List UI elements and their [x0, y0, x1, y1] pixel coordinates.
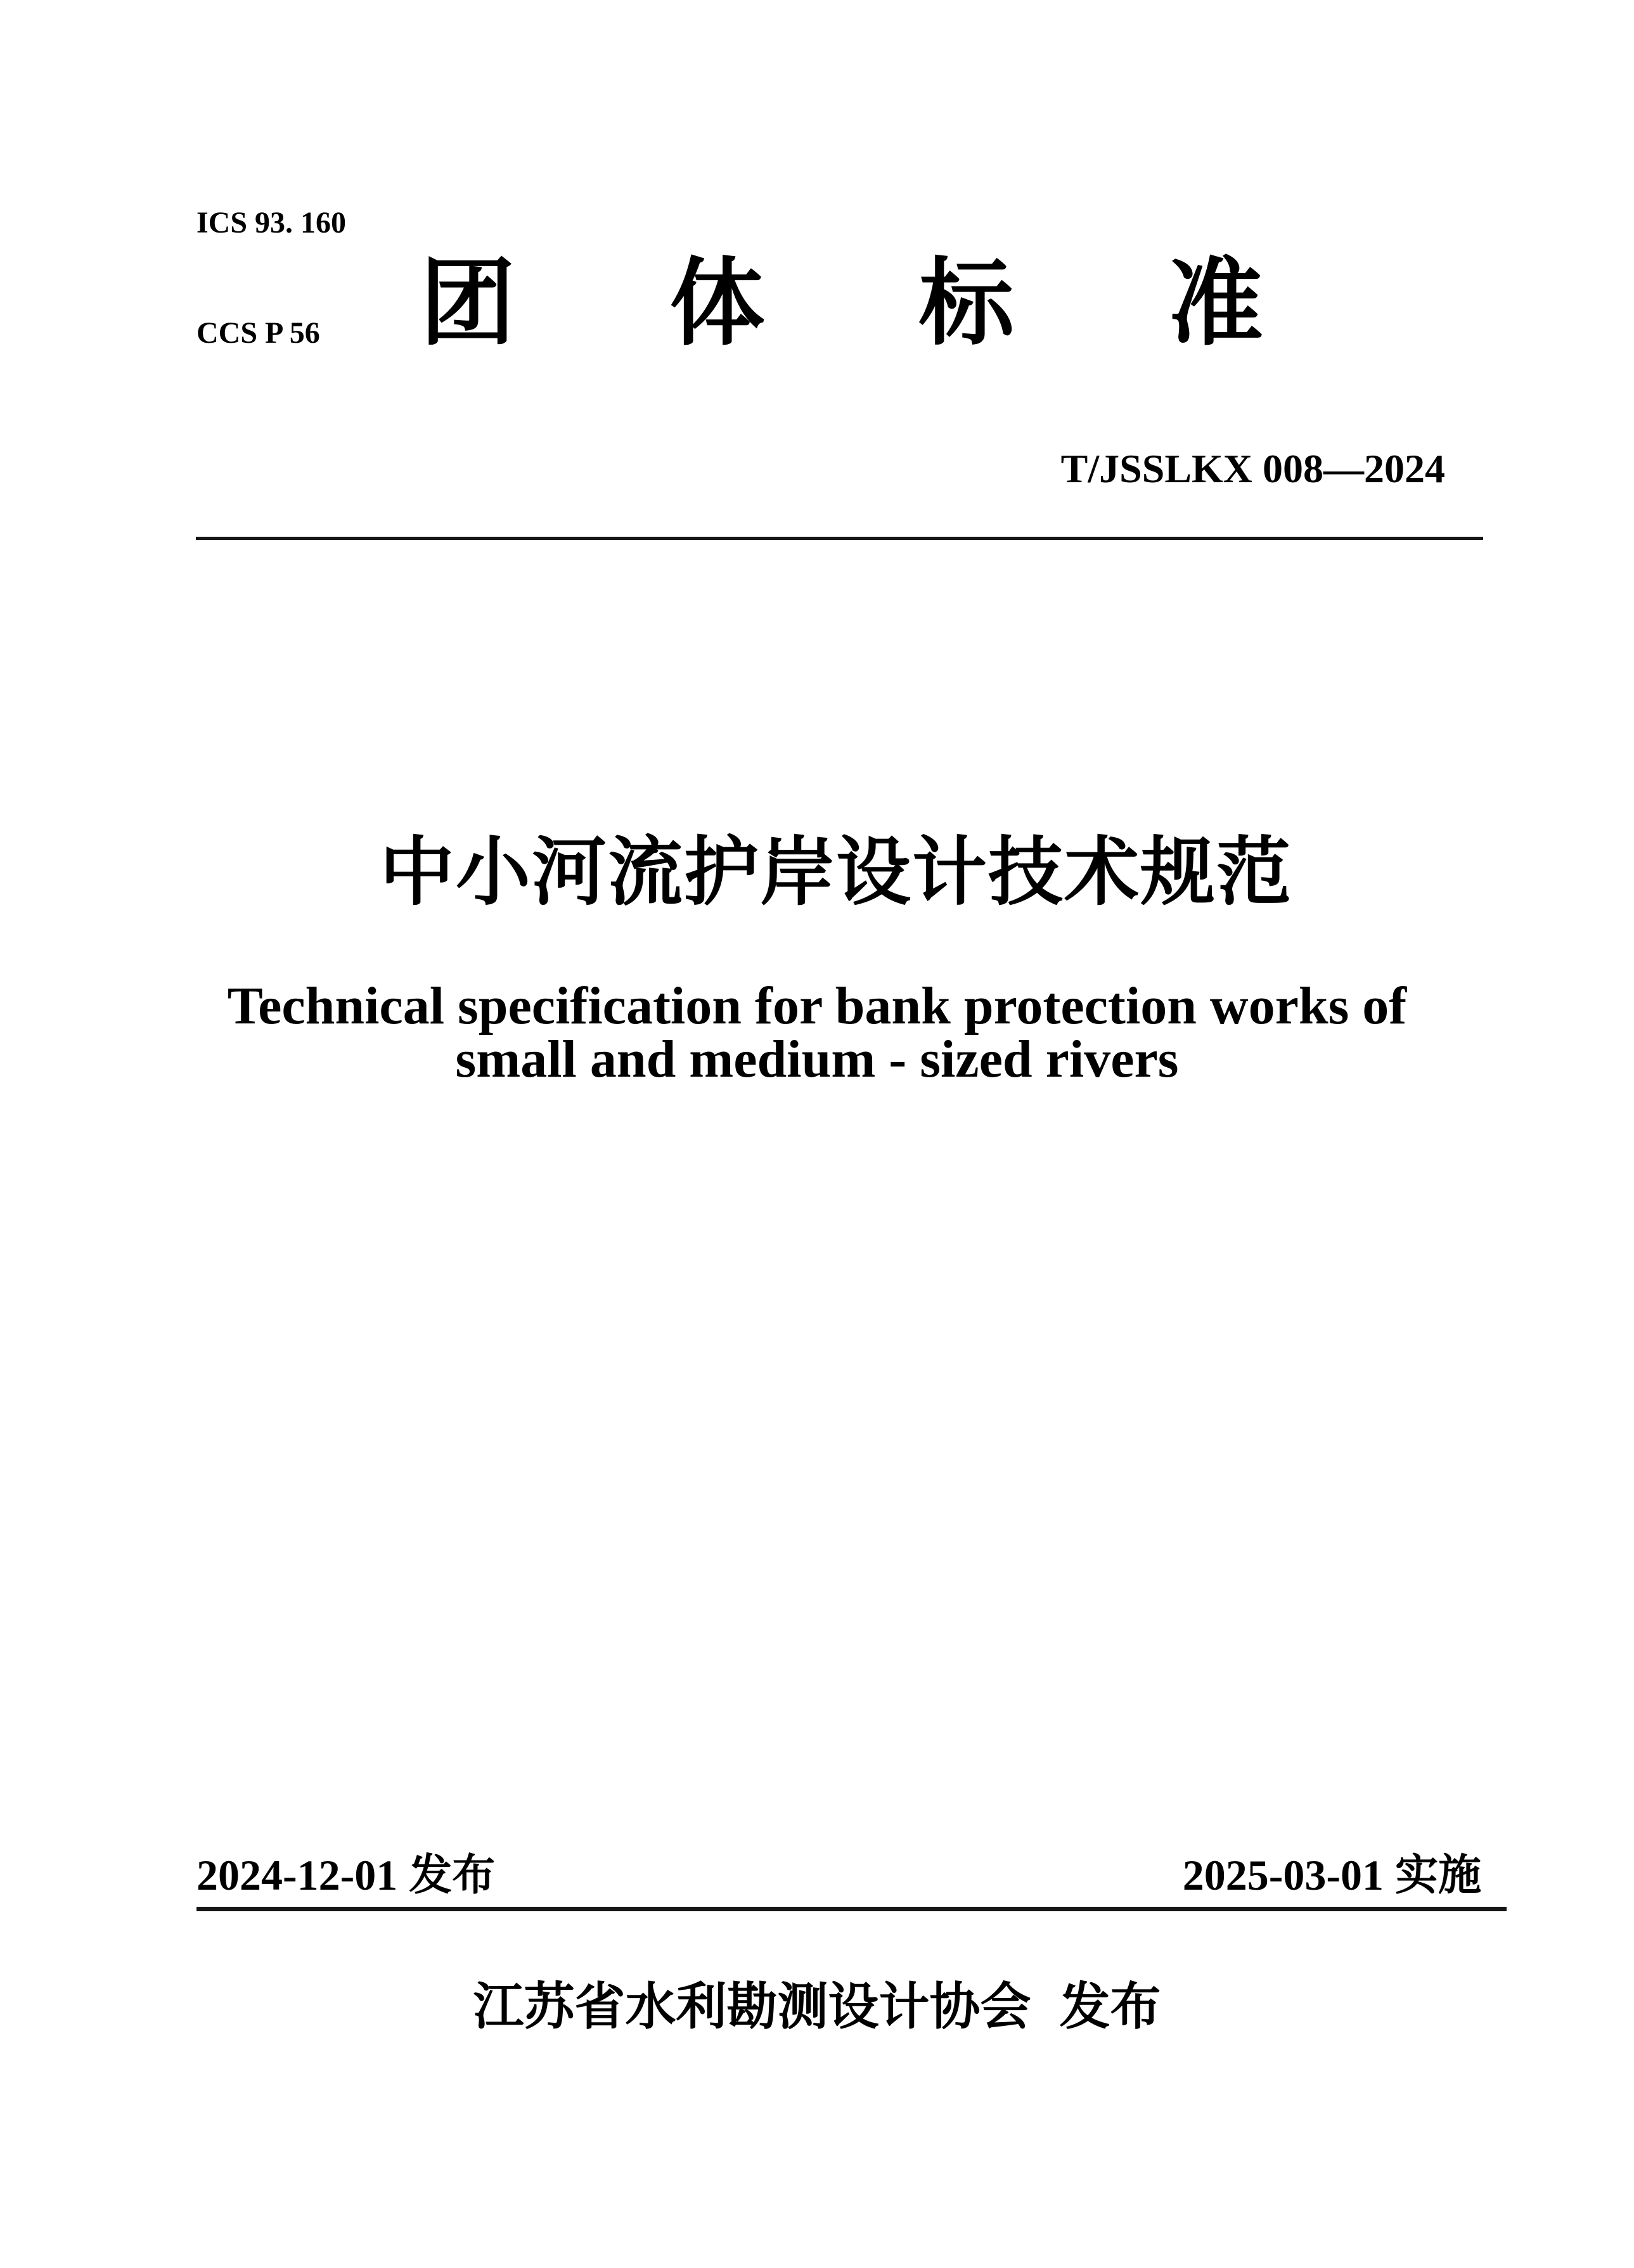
- ics-code: ICS 93. 160: [196, 206, 347, 240]
- standard-number: T/JSSLKX 008—2024: [1060, 446, 1445, 491]
- publisher-action-label: 发布: [1059, 1980, 1161, 2035]
- implementation-date-label: 实施: [1394, 1851, 1481, 1899]
- issue-date-label: 发布: [409, 1851, 496, 1899]
- classification-codes: [196, 131, 346, 425]
- issue-date: 2024-12-01: [196, 1851, 398, 1899]
- document-title-en: [0, 977, 1634, 1089]
- dates-row: [196, 1851, 1481, 1899]
- standard-type-char: 团: [420, 250, 516, 356]
- publisher-name: 江苏省水利勘测设计协会: [473, 1980, 1031, 2035]
- implementation-date-group: [1182, 1851, 1481, 1899]
- document-title-zh: 中小河流护岸设计技术规范: [379, 831, 1292, 914]
- standard-type-char: 体: [669, 250, 765, 356]
- header-rule: [196, 537, 1483, 540]
- implementation-date: 2025-03-01: [1182, 1851, 1384, 1899]
- footer-rule: [196, 1907, 1507, 1911]
- standard-type-char: 标: [918, 250, 1014, 356]
- standard-type-title: [420, 250, 1263, 356]
- issue-date-group: [196, 1851, 496, 1899]
- ccs-code: CCS P 56: [196, 316, 320, 350]
- document-title-en-line1: Technical specification for bank protection works of: [227, 977, 1407, 1035]
- publisher-line: [0, 1981, 1634, 2034]
- document-title-en-line2: small and medium - sized rivers: [455, 1030, 1179, 1089]
- standard-type-char: 准: [1168, 250, 1263, 356]
